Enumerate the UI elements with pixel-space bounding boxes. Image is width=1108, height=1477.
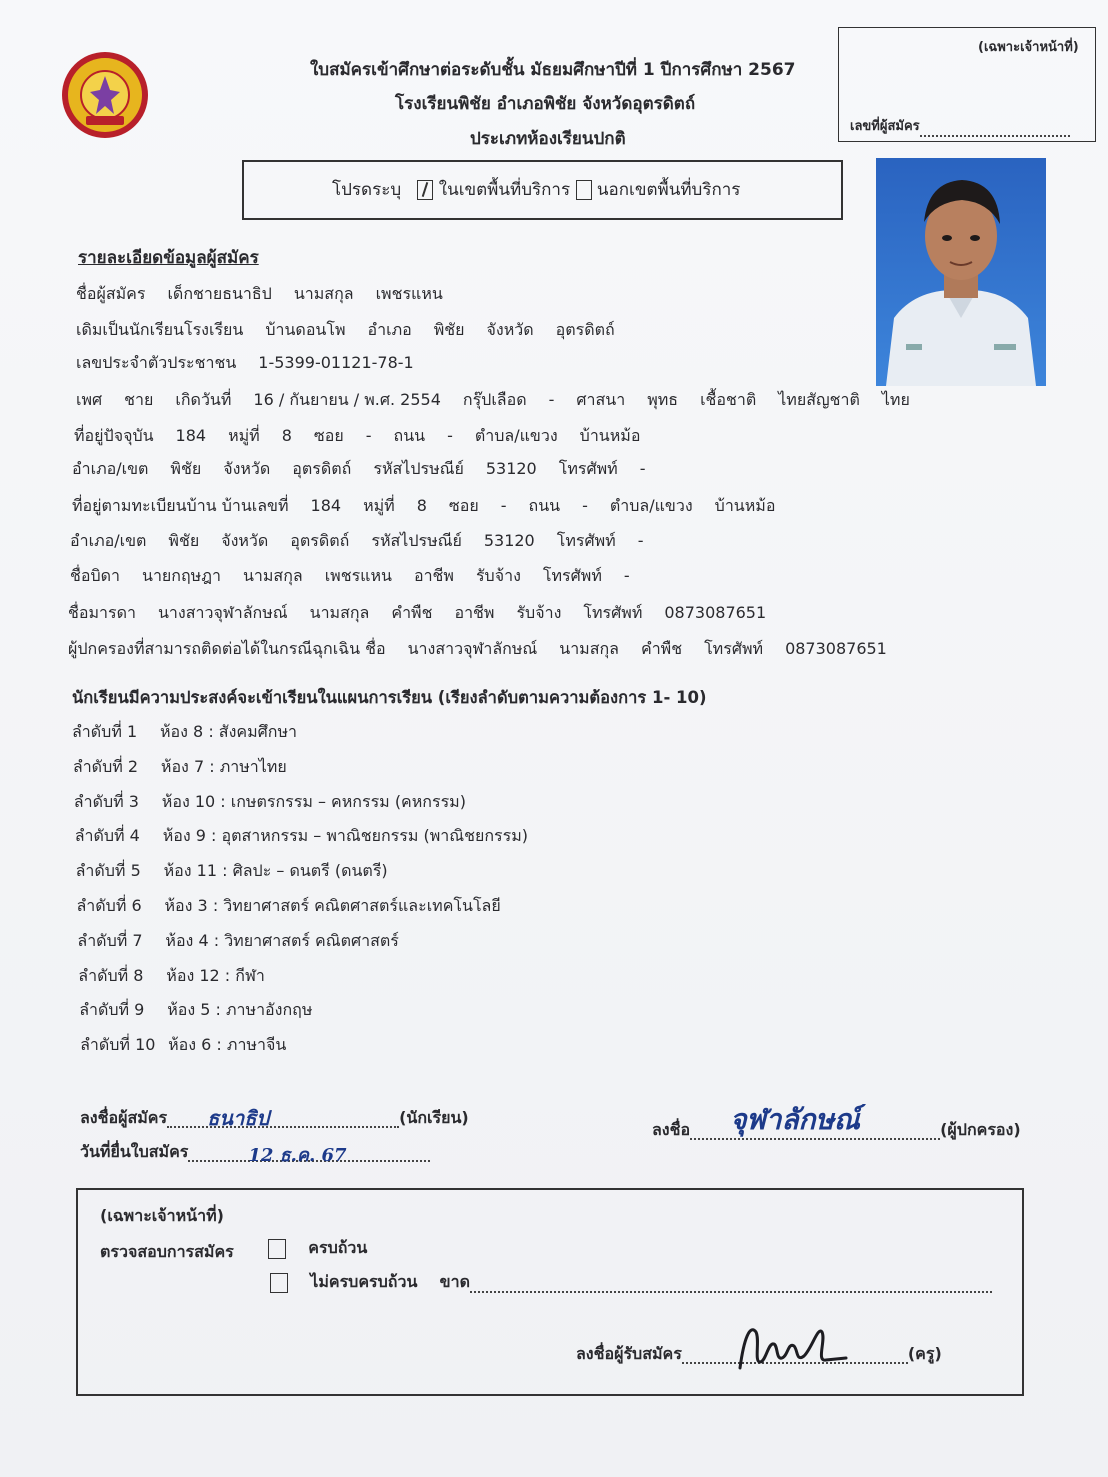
officer-section-label: (เฉพาะเจ้าหน้าที่) xyxy=(100,1206,224,1225)
choice-room: ห้อง 10 : เกษตรกรรม – คหกรรม (คหกรรม) xyxy=(161,791,466,811)
field-label: โทรศัพท์ xyxy=(556,531,616,550)
field-value: คำพืช xyxy=(640,639,683,658)
choice-room: ห้อง 4 : วิทยาศาสตร์ คณิตศาสตร์ xyxy=(165,930,399,950)
field-value: 16 / กันยายน / พ.ศ. 2554 xyxy=(253,390,441,409)
guardian-signature: จุฬาลักษณ์ xyxy=(730,1103,860,1136)
guardian-sign-field[interactable] xyxy=(690,1103,940,1140)
field-value: 8 xyxy=(281,426,292,445)
guardian-sign-label: ลงชื่อ xyxy=(652,1120,691,1139)
plan-choice-row xyxy=(75,826,528,846)
out-area-label: นอกเขตพื้นที่บริการ xyxy=(596,180,741,200)
detail-row xyxy=(72,459,668,479)
field-label: ชื่อมารดา xyxy=(68,603,136,622)
field-value: เพชรแหน xyxy=(324,566,392,585)
field-value: 1-5399-01121-78-1 xyxy=(258,353,414,372)
field-label: รหัสไปรษณีย์ xyxy=(371,531,462,550)
field-label: อำเภอ/เขต xyxy=(70,531,147,550)
field-label: ซอย xyxy=(448,496,479,515)
field-value: 184 xyxy=(310,496,342,515)
detail-row xyxy=(74,426,662,446)
plan-choice-row xyxy=(74,792,466,812)
field-label: โทรศัพท์ xyxy=(558,459,618,478)
field-value: - xyxy=(582,496,588,515)
applicant-photo xyxy=(876,158,1046,386)
applicant-role: (นักเรียน) xyxy=(399,1108,469,1127)
detail-row xyxy=(68,639,909,659)
field-label: นามสกุล xyxy=(309,603,370,622)
detail-row xyxy=(68,603,788,623)
field-value: รับจ้าง xyxy=(475,566,521,585)
choice-room: ห้อง 6 : ภาษาจีน xyxy=(168,1035,287,1055)
field-label: รหัสไปรษณีย์ xyxy=(373,459,464,478)
detail-row xyxy=(76,353,436,373)
choice-rank: ลำดับที่ 5 xyxy=(75,861,141,881)
plan-title: นักเรียนมีความประสงค์จะเข้าเรียนในแผนการเรียน (เรียงลำดับตามความต้องการ 1- 10) xyxy=(72,688,707,707)
receiver-role: (ครู) xyxy=(907,1344,942,1363)
choice-rank: ลำดับที่ 9 xyxy=(79,1000,145,1020)
choice-rank: ลำดับที่ 8 xyxy=(78,965,144,985)
field-label: นามสกุล xyxy=(293,284,354,303)
choice-rank: ลำดับที่ 7 xyxy=(77,930,143,950)
choice-room: ห้อง 11 : ศิลปะ – ดนตรี (ดนตรี) xyxy=(163,861,388,881)
check-label: ตรวจสอบการสมัคร xyxy=(100,1242,234,1261)
incomplete-label: ไม่ครบครบถ้วน xyxy=(310,1272,418,1291)
date-value: 12 ธ.ค. 67 xyxy=(248,1145,347,1166)
field-value: อุตรดิตถ์ xyxy=(290,531,350,550)
field-value: ไทยสัญชาติ xyxy=(778,390,860,409)
receiver-sign-label: ลงชื่อผู้รับสมัคร xyxy=(576,1344,682,1363)
applicant-signature: ธนาธิป xyxy=(207,1106,270,1130)
field-label: เพศ xyxy=(76,390,103,409)
field-label: ชื่อบิดา xyxy=(70,566,120,585)
class-type: ประเภทห้องเรียนปกติ xyxy=(470,129,626,149)
field-value: พิชัย xyxy=(433,320,465,339)
area-prompt: โปรดระบุ xyxy=(332,180,402,200)
choice-rank: ลำดับที่ 3 xyxy=(73,791,139,811)
field-label: โทรศัพท์ xyxy=(704,639,764,658)
field-label: กรุ๊ปเลือด xyxy=(462,390,527,409)
detail-row xyxy=(76,320,637,340)
plan-choice-row xyxy=(80,1035,286,1055)
field-label: จังหวัด xyxy=(223,459,271,478)
field-label: ผู้ปกครองที่สามารถติดต่อได้ในกรณีฉุกเฉิน ชื่อ xyxy=(68,639,386,658)
school-name: โรงเรียนพิชัย อำเภอพิชัย จังหวัดอุตรดิตถ์ xyxy=(395,94,696,114)
form-title: ใบสมัครเข้าศึกษาต่อระดับชั้น มัธยมศึกษาปีที่ 1 ปีการศึกษา 2567 xyxy=(310,60,796,80)
field-value: บ้านดอนโพ xyxy=(265,320,346,339)
field-value: 0873087651 xyxy=(785,639,887,658)
field-value: - xyxy=(447,426,453,445)
field-value: พิชัย xyxy=(168,531,200,550)
detail-row xyxy=(70,531,666,551)
field-value: - xyxy=(623,566,630,585)
field-label: ตำบล/แขวง xyxy=(609,496,693,515)
field-value: นางสาวจุฬาลักษณ์ xyxy=(157,603,288,622)
section-title: รายละเอียดข้อมูลผู้สมัคร xyxy=(78,248,259,268)
choice-room: ห้อง 9 : อุตสาหกรรม – พาณิชยกรรม (พาณิชยกรรม) xyxy=(162,826,529,846)
choice-room: ห้อง 12 : กีฬา xyxy=(166,965,265,985)
field-value: - xyxy=(500,496,507,515)
field-label: ถนน xyxy=(528,496,561,515)
plan-choice-row xyxy=(79,1000,312,1020)
field-label: ที่อยู่ตามทะเบียนบ้าน บ้านเลขที่ xyxy=(72,496,289,515)
field-label: หมู่ที่ xyxy=(363,496,395,515)
complete-checkbox[interactable] xyxy=(268,1239,286,1259)
field-value: นางสาวจุฬาลักษณ์ xyxy=(407,639,538,658)
field-value: บ้านหม้อ xyxy=(579,426,641,445)
date-label: วันที่ยื่นใบสมัคร xyxy=(80,1142,189,1161)
choice-room: ห้อง 7 : ภาษาไทย xyxy=(160,756,287,776)
field-value: พิชัย xyxy=(170,459,202,478)
field-label: ตำบล/แขวง xyxy=(474,426,558,445)
field-label: อำเภอ xyxy=(367,320,412,339)
officer-box-label: (เฉพาะเจ้าหน้าที่) xyxy=(978,40,1079,55)
field-value: คำพืช xyxy=(391,603,433,622)
plan-choice-row xyxy=(77,931,399,951)
field-label: ศาสนา xyxy=(576,390,626,409)
choice-rank: ลำดับที่ 6 xyxy=(76,896,142,915)
in-area-label: ในเขตพื้นที่บริการ xyxy=(438,180,571,200)
detail-row xyxy=(70,566,652,586)
field-value: พุทธ xyxy=(647,390,679,409)
field-label: เชื้อชาติ xyxy=(700,390,757,409)
field-label: อาชีพ xyxy=(454,603,495,622)
field-value: ชาย xyxy=(124,390,154,409)
field-label: นามสกุล xyxy=(559,639,619,658)
plan-choice-row xyxy=(78,966,265,986)
field-label: โทรศัพท์ xyxy=(542,566,602,585)
field-label: เลขประจำตัวประชาชน xyxy=(76,353,237,372)
detail-row xyxy=(72,496,797,516)
field-value: อุตรดิตถ์ xyxy=(292,459,352,478)
field-value: 53120 xyxy=(485,459,537,478)
school-seal-icon xyxy=(58,50,152,140)
field-value: เพชรแหน xyxy=(375,284,443,303)
applicant-sign-label: ลงชื่อผู้สมัคร xyxy=(80,1108,168,1127)
field-label: ที่อยู่ปัจจุบัน xyxy=(74,426,154,445)
field-label: โทรศัพท์ xyxy=(583,603,643,622)
field-value: อุตรดิตถ์ xyxy=(555,320,615,339)
detail-row xyxy=(76,390,932,410)
applicant-no-field[interactable] xyxy=(920,135,1070,137)
field-label: นามสกุล xyxy=(242,566,303,585)
applicant-sign-field[interactable] xyxy=(167,1106,399,1130)
field-value: นายกฤษฎา xyxy=(142,566,221,585)
plan-choice-row xyxy=(72,722,297,742)
field-value: 8 xyxy=(416,496,427,515)
field-value: บ้านหม้อ xyxy=(714,496,776,515)
complete-label: ครบถ้วน xyxy=(308,1238,368,1257)
out-area-checkbox[interactable] xyxy=(576,180,592,200)
field-value: เด็กชายธนาธิป xyxy=(167,284,272,303)
plan-choice-row xyxy=(77,896,501,916)
applicant-no-label: เลขที่ผู้สมัคร xyxy=(850,119,920,134)
missing-label: ขาด xyxy=(439,1272,470,1291)
choice-rank: ลำดับที่ 1 xyxy=(72,722,138,741)
plan-choice-row xyxy=(73,757,287,777)
date-field[interactable] xyxy=(188,1145,430,1166)
field-label: ไทย xyxy=(881,390,910,409)
field-label: อาชีพ xyxy=(413,566,454,585)
field-value: 53120 xyxy=(483,531,535,550)
field-label: อำเภอ/เขต xyxy=(72,459,149,478)
field-label: ถนน xyxy=(393,426,426,445)
choice-rank: ลำดับที่ 4 xyxy=(74,826,140,846)
choice-room: ห้อง 8 : สังคมศึกษา xyxy=(160,722,297,741)
detail-row xyxy=(76,284,465,304)
choice-rank: ลำดับที่ 2 xyxy=(72,756,139,776)
field-value: - xyxy=(639,459,646,478)
guardian-role: (ผู้ปกครอง) xyxy=(940,1120,1021,1139)
field-label: เดิมเป็นนักเรียนโรงเรียน xyxy=(76,320,244,339)
field-value: - xyxy=(637,531,644,550)
field-value: - xyxy=(548,390,555,409)
choice-room: ห้อง 5 : ภาษาอังกฤษ xyxy=(167,1000,313,1020)
field-label: จังหวัด xyxy=(486,320,534,339)
field-value: - xyxy=(365,426,372,445)
choice-rank: ลำดับที่ 10 xyxy=(80,1035,156,1055)
receiver-signature-mark xyxy=(734,1318,854,1374)
field-value: 184 xyxy=(175,426,207,445)
field-label: จังหวัด xyxy=(221,531,269,550)
plan-choice-row xyxy=(76,861,388,881)
field-value: 0873087651 xyxy=(664,603,767,622)
field-label: ชื่อผู้สมัคร xyxy=(76,284,146,303)
field-label: หมู่ที่ xyxy=(228,426,260,445)
missing-field[interactable] xyxy=(470,1291,992,1293)
receiver-sign-field[interactable] xyxy=(682,1362,908,1364)
in-area-checkbox[interactable] xyxy=(417,180,433,200)
field-label: ซอย xyxy=(313,426,344,445)
field-value: รับจ้าง xyxy=(516,603,562,622)
field-label: เกิดวันที่ xyxy=(175,390,232,409)
choice-room: ห้อง 3 : วิทยาศาสตร์ คณิตศาสตร์และเทคโนโลยี xyxy=(164,896,501,915)
incomplete-checkbox[interactable] xyxy=(270,1273,288,1293)
